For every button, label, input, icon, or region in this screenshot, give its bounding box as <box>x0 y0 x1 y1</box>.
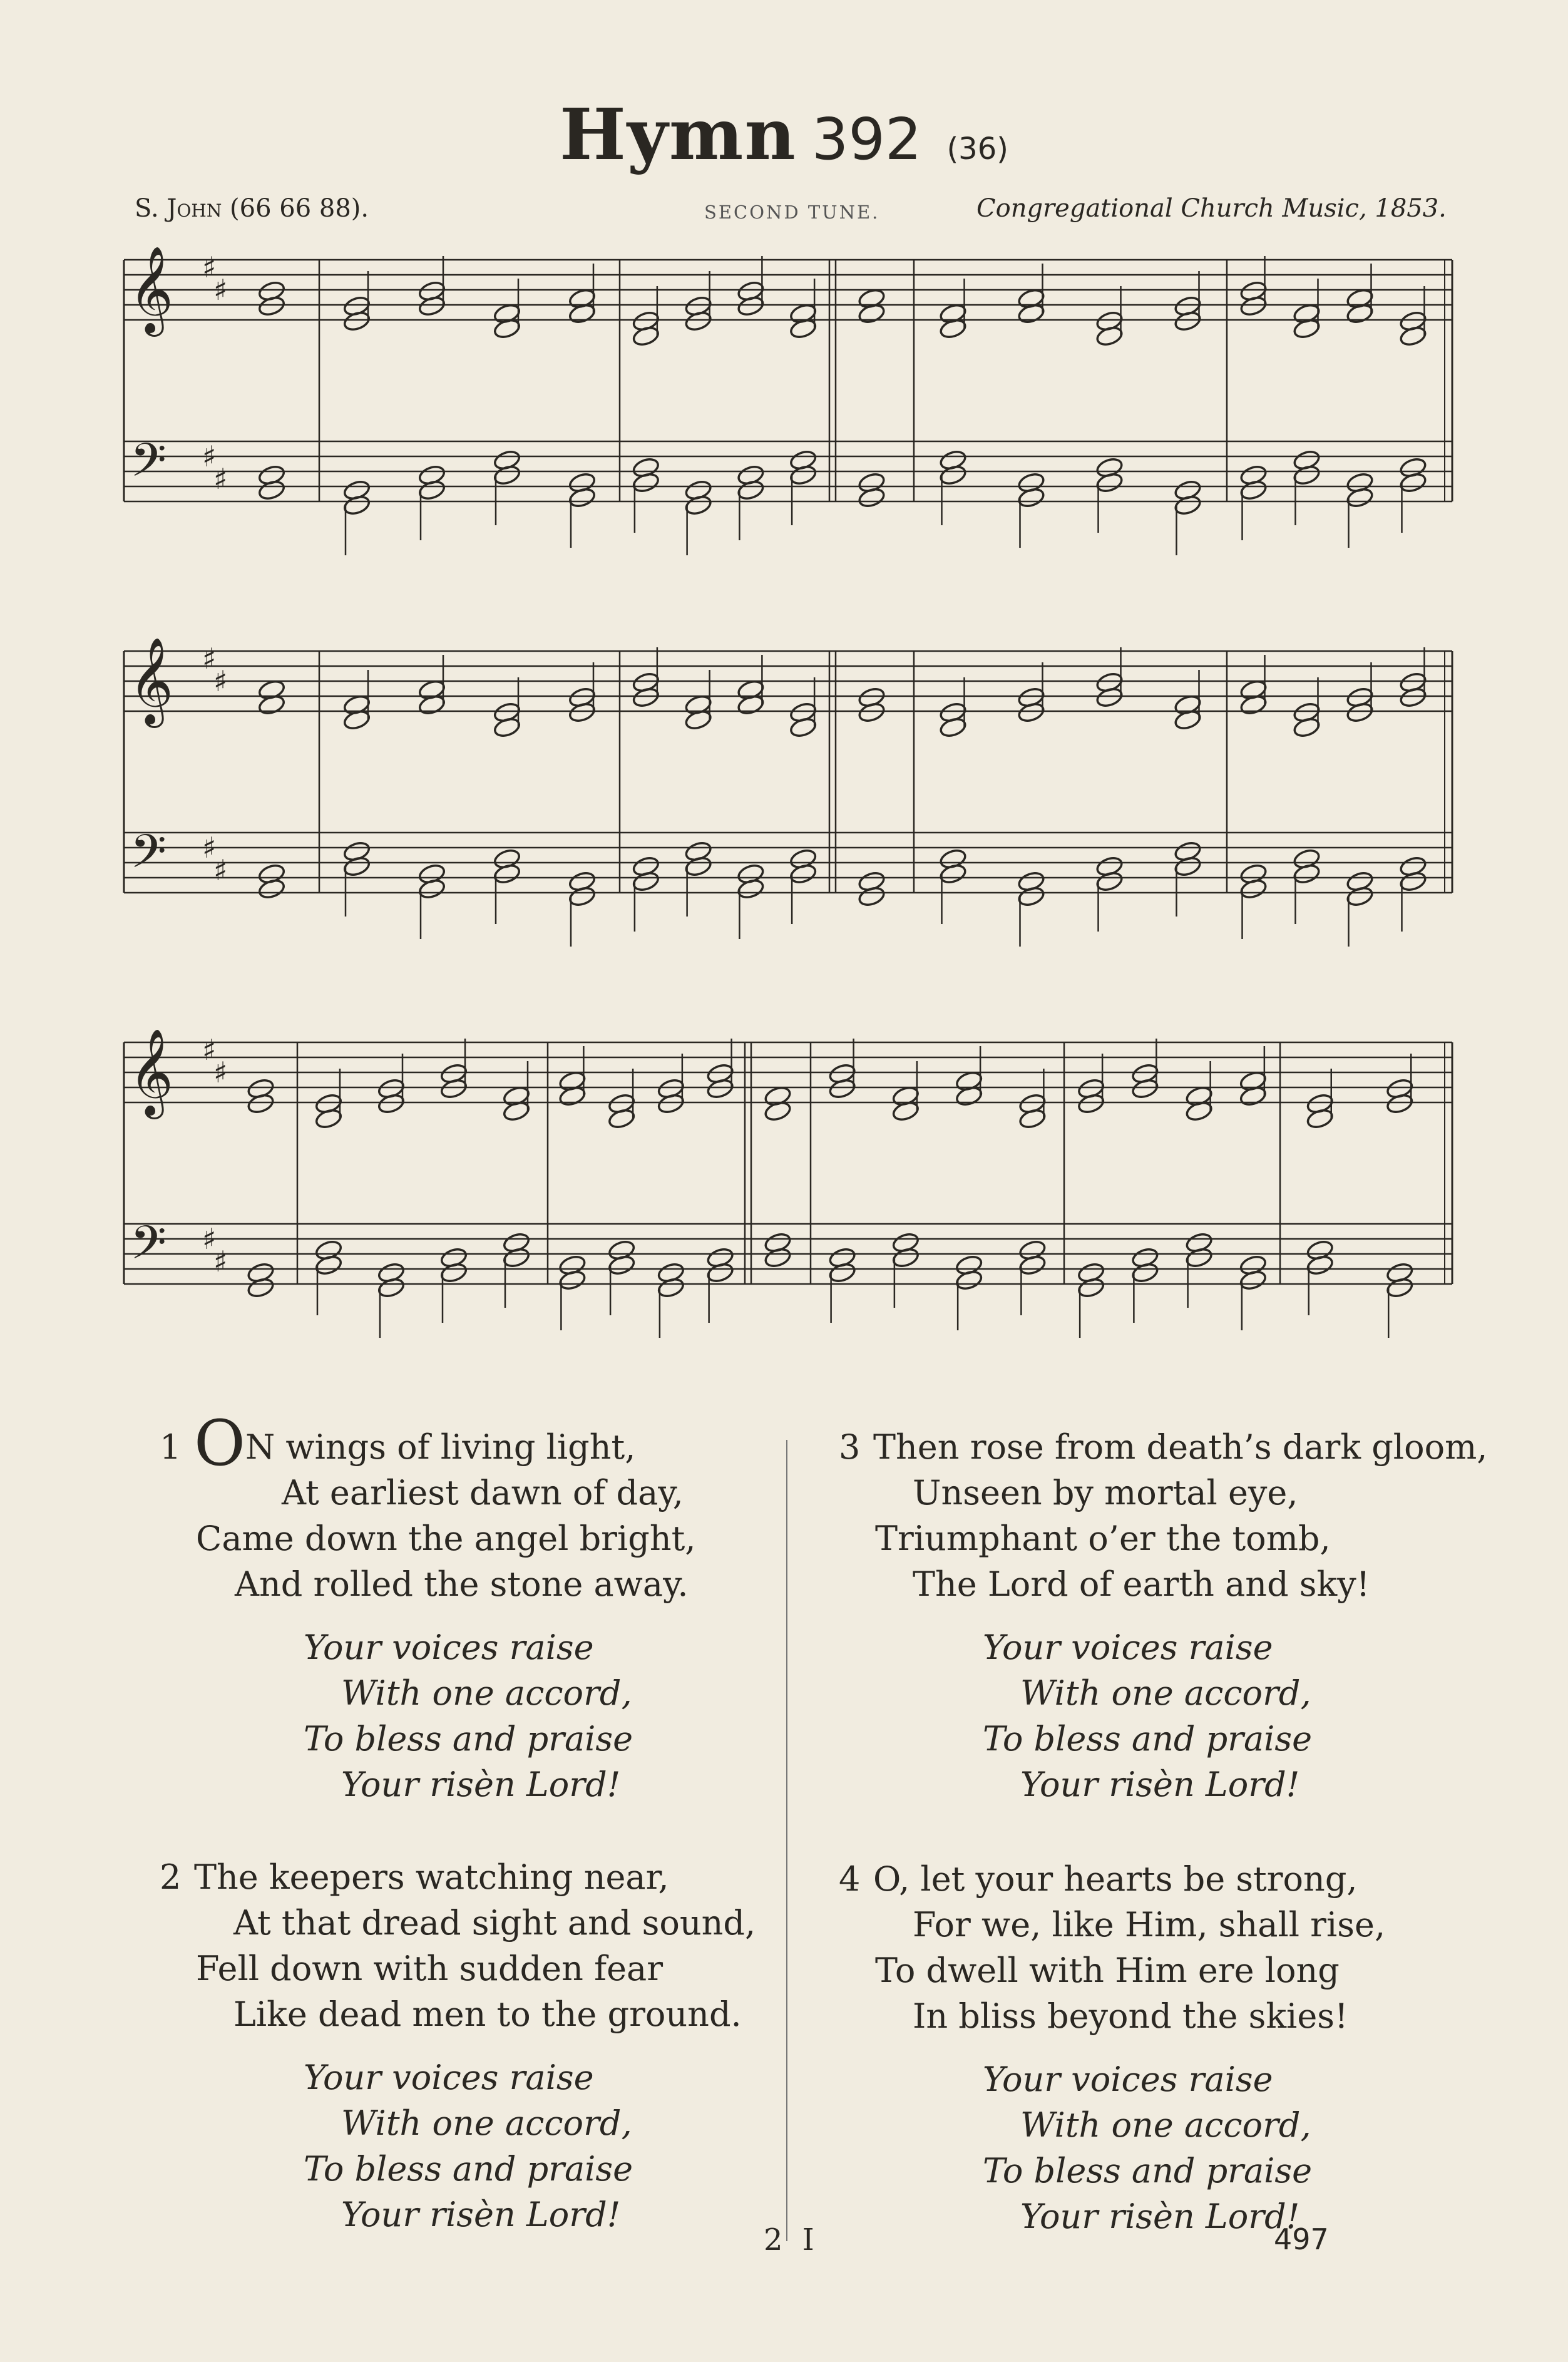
verse-line: Fell down with sudden fear <box>196 1949 664 1988</box>
verse-line: In bliss beyond the skies! <box>913 1996 1348 2036</box>
verse-line: For we, like Him, shall rise, <box>913 1905 1386 1944</box>
verse-number: 2 <box>160 1857 182 1897</box>
refrain-line: With one accord, <box>341 1673 632 1713</box>
hymn-number: 392 <box>811 106 922 173</box>
verse-line: 1 ON wings of living light, <box>160 1407 636 1480</box>
refrain-line: Your risèn Lord! <box>1020 1765 1300 1804</box>
verse-line: And rolled the stone away. <box>235 1564 689 1604</box>
tune-label: SECOND TUNE. <box>704 202 880 223</box>
verse-line: 2 The keepers watching near, <box>160 1854 756 1900</box>
refrain-line: With one accord, <box>1020 1673 1311 1713</box>
refrain-line: To bless and praise <box>304 2149 633 2189</box>
verse-number: 1 <box>160 1427 182 1467</box>
refrain-line: Your voices raise <box>304 1628 594 1667</box>
tune-name-prefix: S. <box>135 194 167 223</box>
tune-meter: (66 66 88). <box>230 194 369 223</box>
refrain-line: Your voices raise <box>983 1628 1273 1667</box>
refrain-line: Your voices raise <box>983 2060 1273 2099</box>
verse-number: 4 <box>839 1859 861 1899</box>
refrain-line: Your risèn Lord! <box>1020 2197 1300 2236</box>
refrain <box>833 1625 1487 1807</box>
sharp-icon: ♯ <box>213 462 228 496</box>
sharp-icon: ♯ <box>213 1245 228 1278</box>
verse-1 <box>160 1407 696 1807</box>
verse-line: At earliest dawn of day, <box>282 1473 684 1512</box>
hymn-alt-number: (36) <box>946 131 1008 167</box>
column-divider <box>786 1440 787 2241</box>
signature-mark: 2 I <box>764 2222 819 2257</box>
verse-4 <box>839 1856 1385 2239</box>
verse-line: Like dead men to the ground. <box>233 1995 742 2034</box>
refrain-line: Your risèn Lord! <box>341 1765 621 1804</box>
sharp-icon: ♯ <box>202 642 217 675</box>
refrain-line: To bless and praise <box>304 1719 633 1759</box>
sharp-icon: ♯ <box>213 273 228 307</box>
bass-clef-icon: 𝄢 <box>130 433 167 499</box>
tune-name-caps: John <box>167 194 222 223</box>
refrain-line: Your risèn Lord! <box>341 2195 621 2234</box>
sharp-icon: ♯ <box>202 1222 217 1256</box>
refrain-line: With one accord, <box>341 2103 632 2143</box>
hymn-title-word: Hymn <box>560 94 797 176</box>
verse-3 <box>839 1424 1487 1807</box>
verse-line: 3 Then rose from death’s dark gloom, <box>839 1424 1487 1470</box>
page-number: 497 <box>1274 2222 1329 2256</box>
refrain-line: To bless and praise <box>983 1719 1313 1759</box>
verse-line: Came down the angel bright, <box>196 1519 696 1558</box>
treble-clef-icon: 𝄞 <box>129 1029 173 1116</box>
bass-clef-icon: 𝄢 <box>130 824 167 890</box>
tune-source: Congregational Church Music, 1853. <box>976 194 1447 223</box>
refrain-line: Your voices raise <box>304 2058 594 2097</box>
sharp-icon: ♯ <box>202 1033 217 1067</box>
verse-line: The Lord of earth and sky! <box>913 1564 1370 1604</box>
refrain <box>153 2055 756 2237</box>
verse-number: 3 <box>839 1427 861 1467</box>
sharp-icon: ♯ <box>202 250 217 284</box>
sharp-icon: ♯ <box>213 853 228 887</box>
verse-line: At that dread sight and sound, <box>233 1903 756 1943</box>
bass-clef-icon: 𝄢 <box>130 1216 167 1281</box>
sharp-icon: ♯ <box>202 439 217 473</box>
verse-2 <box>160 1854 756 2237</box>
verse-line: Unseen by mortal eye, <box>913 1473 1298 1512</box>
verse-line: 4 O, let your hearts be strong, <box>839 1856 1385 1902</box>
refrain-line: To bless and praise <box>983 2151 1313 2190</box>
verse-line: To dwell with Him ere long <box>875 1951 1340 1990</box>
refrain <box>153 1625 695 1807</box>
sharp-icon: ♯ <box>213 1055 228 1089</box>
refrain-line: With one accord, <box>1020 2105 1311 2145</box>
sharp-icon: ♯ <box>202 831 217 865</box>
sharp-icon: ♯ <box>213 664 228 698</box>
drop-cap: O <box>194 1407 245 1480</box>
verse-line: Triumphant o’er the tomb, <box>875 1519 1331 1558</box>
treble-clef-icon: 𝄞 <box>129 246 173 333</box>
refrain <box>833 2056 1385 2239</box>
treble-clef-icon: 𝄞 <box>129 637 173 724</box>
